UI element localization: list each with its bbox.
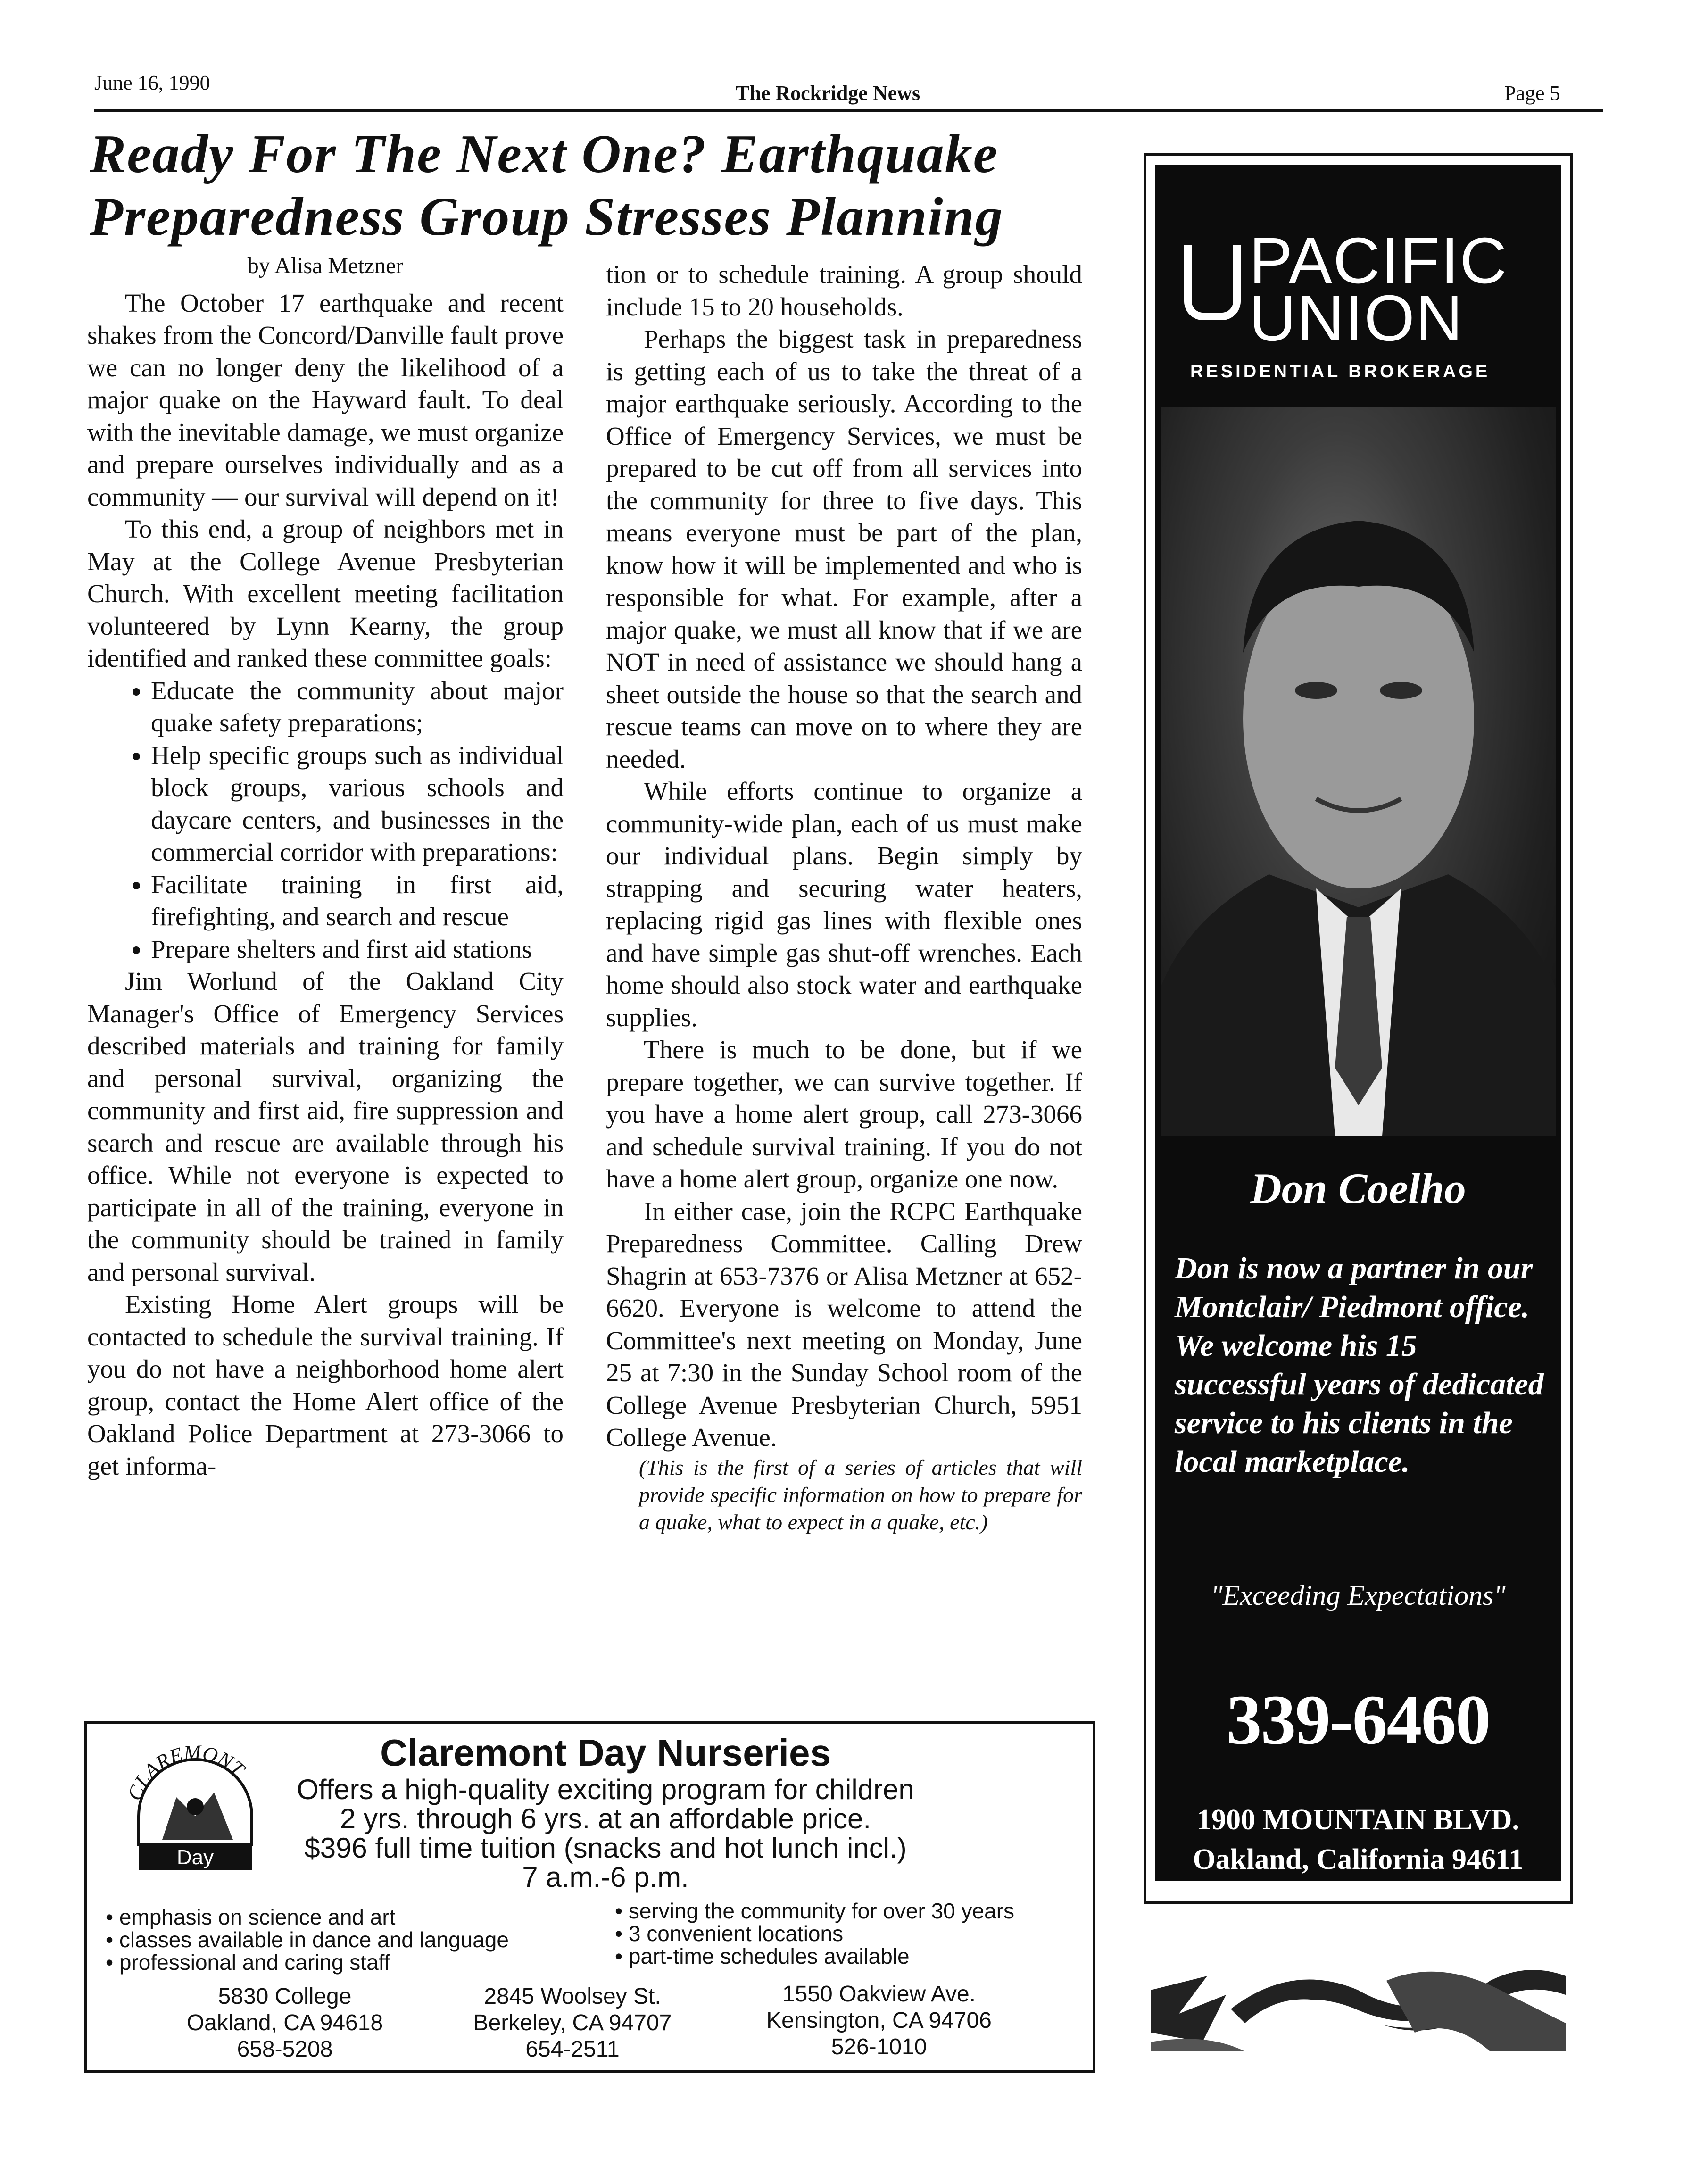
list-item: • Facilitate training in first aid, firefighting, and search and rescue — [151, 869, 564, 933]
agent-name: Don Coelho — [1250, 1164, 1466, 1212]
pacific-union-logo-icon — [1184, 245, 1241, 320]
claremont-nursery-ad — [84, 1721, 1095, 2073]
publication-name: The Rockridge News — [736, 82, 920, 105]
logo-arc-text: CLAREMONT — [124, 1741, 249, 1804]
location-phone: 526-1010 — [831, 2034, 927, 2059]
location-city: Berkeley, CA 94707 — [473, 2010, 672, 2035]
article-paragraph: In either case, join the RCPC Earthquake Preparedness Committee. Calling Drew Shagrin at 653-7376 or Alisa Metzner at 652-6620. Everyone is welcome to attend the Committee's next meeting on Monday, June 25 at 7:30 in the Sunday School room of the College Avenue Presbyterian Church, 5951 College Avenue. — [606, 1196, 1082, 1452]
series-note: (This is the first of a series of articles that will provide specific information on how to prepare for a quake, what to expect in a quake, etc.) — [639, 1455, 1082, 1534]
location-city: Kensington, CA 94706 — [766, 2008, 992, 2033]
goals-list — [87, 675, 564, 966]
agent-portrait-image — [1161, 407, 1556, 1136]
list-item: • part-time schedules available — [615, 1945, 1086, 1967]
nursery-hours: 7 a.m.-6 p.m. — [522, 1861, 689, 1893]
address-line-1: 1900 MOUNTAIN BLVD. — [1197, 1804, 1519, 1836]
article-paragraph: tion or to schedule training. A group should include 15 to 20 households. — [606, 260, 1082, 321]
location-phone: 654-2511 — [525, 2037, 620, 2062]
header-rule — [94, 109, 1603, 112]
article-paragraph: Perhaps the biggest task in preparedness is getting each of us to take the threat of a major earthquake seriously. According to the Office of Emergency Services, we must be prepared to be cut off from all services into the community for three to five days. This means everyone must be part of the plan, know how it will be implemented and who is responsible for what. For example, after a major quake, we must all know that if we are NOT in need of assistance we should hang a sheet outside the house so that the search and rescue teams can move on to where they are needed. — [606, 324, 1082, 773]
nursery-logo — [124, 1736, 266, 1893]
ad-tagline: "Exceeding Expectations" — [1211, 1580, 1506, 1611]
ad-address — [1155, 1800, 1561, 1879]
list-item: • professional and caring staff — [106, 1951, 624, 1974]
nursery-tuition: $396 full time tuition (snacks and hot lunch incl.) — [304, 1832, 907, 1864]
headline-line-1: Ready For The Next One? Earthquake — [90, 124, 999, 184]
list-item: • Educate the community about major quake safety preparations; — [151, 675, 564, 739]
article-paragraph: To this end, a group of neighbors met in May at the College Avenue Presbyterian Church. With excellent meeting facilitation volunteered by Lynn Kearny, the group identified and ranked these committee goals: — [87, 515, 564, 672]
location-phone: 658-5208 — [237, 2037, 333, 2062]
article-paragraph: There is much to be done, but if we prepare together, we can survive together. If you have a home alert group, call 273-3066 and schedule survival training. If you do not have a home alert group, organize one now. — [606, 1035, 1082, 1193]
list-item: • emphasis on science and art — [106, 1906, 624, 1928]
location-oakland — [167, 1984, 403, 2063]
pacific-union-ad — [1144, 153, 1573, 1904]
list-item: • serving the community for over 30 years — [615, 1900, 1086, 1922]
nursery-heading: Claremont Day Nurseries — [380, 1732, 831, 1774]
brand-line-2: UNION — [1249, 282, 1464, 355]
nursery-tagline-1: Offers a high-quality exciting program for children — [297, 1774, 914, 1805]
article-column-right — [606, 258, 1082, 1536]
article-paragraph: Existing Home Alert groups will be contacted to schedule the survival training. If you do not have a neighborhood home alert group, contact the Home Alert office of the Oakland Police Department at 273-3066 to get informa- — [87, 1290, 564, 1480]
location-street: 2845 Woolsey St. — [484, 1984, 661, 2009]
agent-photo — [1161, 407, 1556, 1136]
location-berkeley — [455, 1984, 690, 2063]
nursery-tagline-2: 2 yrs. through 6 yrs. at an affordable price. — [340, 1803, 871, 1834]
features-right — [615, 1900, 1086, 1967]
page-number: Page 5 — [1504, 82, 1560, 105]
ad-pitch: Don is now a partner in our Montclair/ Piedmont office. We welcome his 15 successful years of dedicated service to his clients in the local marketplace. — [1175, 1251, 1544, 1479]
issue-date: June 16, 1990 — [94, 71, 210, 94]
list-item: • Prepare shelters and first aid stations — [151, 933, 564, 966]
brand-line-1: PACIFIC — [1249, 224, 1508, 297]
ad-phone-number: 339-6460 — [1226, 1681, 1490, 1759]
location-city: Oakland, CA 94618 — [186, 2010, 383, 2035]
location-street: 1550 Oakview Ave. — [782, 1982, 976, 2007]
wave-ornament-icon — [1151, 1962, 1566, 2056]
list-item: • 3 convenient locations — [615, 1922, 1086, 1945]
list-item: • Help specific groups such as individual block groups, various schools and daycare centers, and businesses in the commercial corridor with preparations: — [151, 739, 564, 869]
byline: by Alisa Metzner — [247, 253, 404, 278]
location-street: 5830 College — [218, 1984, 352, 2009]
address-line-2: Oakland, California 94611 — [1193, 1843, 1524, 1876]
article-paragraph: Jim Worlund of the Oakland City Manager's Office of Emergency Services described materials and training for family and personal survival, organizing the community and first aid, fire suppression and search and rescue are available through his office. While not everyone is expected to participate in all of the training, everyone in the community should be trained in family and personal survival. — [87, 967, 564, 1286]
list-item: • classes available in dance and language — [106, 1928, 624, 1951]
logo-band-text: Day Nursery — [158, 1846, 232, 1893]
brand-subtitle: RESIDENTIAL BROKERAGE — [1190, 362, 1491, 382]
article-paragraph: While efforts continue to organize a community-wide plan, each of us must make our individual plans. Begin simply by strapping and securing water heaters, replacing rigid gas lines with flexible ones and have simple gas shut-off wrenches. Each home should also stock water and earthquake supplies. — [606, 777, 1082, 1032]
article-column-left — [87, 250, 564, 1482]
ad-panel — [1155, 165, 1561, 1881]
location-kensington — [747, 1981, 1011, 2060]
features-left — [106, 1906, 624, 1974]
headline-line-2: Preparedness Group Stresses Planning — [90, 187, 1003, 247]
article-paragraph: The October 17 earthquake and recent shakes from the Concord/Danville fault prove we can no longer deny the likelihood of a major quake on the Hayward fault. To deal with the inevitable damage, we must organize and prepare ourselves individually and as a community — our survival will depend on it! — [87, 288, 564, 511]
